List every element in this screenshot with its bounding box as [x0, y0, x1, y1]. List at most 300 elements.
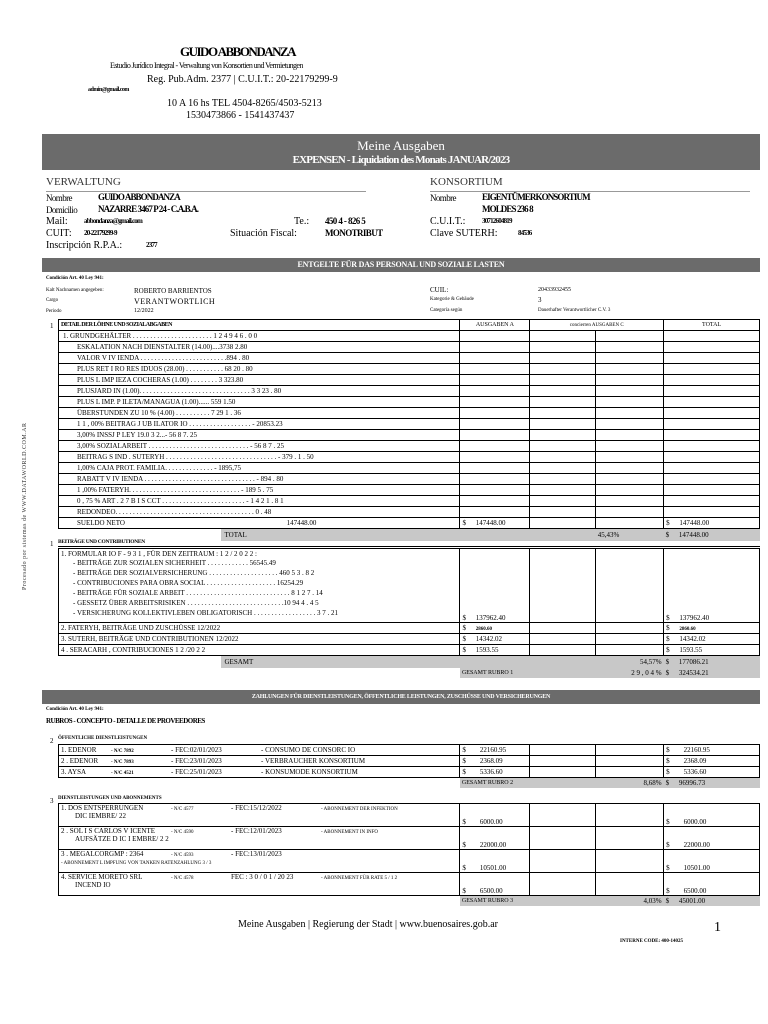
empty-cell	[59, 668, 460, 678]
salary-line: 3,00% SOZIALARBEIT . . . . . . . . . . . . . . . . . . . . . . . . . . . . . - 56 8 7 . 25	[59, 441, 460, 452]
empty-cell	[530, 353, 596, 364]
empty-cell	[664, 397, 760, 408]
salary-table	[58, 319, 760, 541]
empty-cell	[596, 623, 664, 634]
grey-cell	[530, 529, 596, 542]
s2-title: ÖFFENTLICHE DIENSTLEISTUNGEN	[58, 736, 148, 741]
salary-line-row	[59, 463, 760, 474]
employee-label: Kalt Nachnamen angegeben:	[46, 288, 104, 293]
empty-cell	[530, 873, 596, 896]
contrib-row-3	[59, 634, 760, 645]
cat-label: Kategorie & Gebäude	[430, 297, 474, 302]
empty-cell	[596, 634, 664, 645]
rubro1-val-cell	[664, 668, 760, 678]
subscription-desc-cell	[59, 873, 460, 896]
subscription-desc-cell	[59, 827, 460, 850]
empty-cell	[530, 850, 596, 873]
subscription-date: - FEC:12/01/2023	[231, 827, 282, 835]
r2-a: 2860.60	[475, 627, 492, 632]
s1b-rule	[58, 546, 760, 547]
empty-cell	[664, 463, 760, 474]
admin-sit-label: Situación Fiscal:	[230, 228, 297, 239]
admin-heading: VERWALTUNG	[46, 176, 121, 188]
empty-cell	[596, 386, 664, 397]
cargo-label: Cargo	[46, 298, 59, 303]
empty-cell	[460, 496, 530, 507]
salary-line-row	[59, 386, 760, 397]
rubro3-val-cell	[664, 896, 760, 907]
formular-items	[61, 558, 457, 618]
service-desc: - KONSUMODE KONSORTIUM	[261, 768, 358, 776]
salary-line: 1. GRUNDGEHÄLTER . . . . . . . . . . . . . . . . . . . . . . . 1 2 4 9 4 6 . 0 0	[59, 331, 460, 342]
empty-cell	[530, 634, 596, 645]
service-a-cell	[460, 756, 530, 767]
empty-cell	[596, 364, 664, 375]
empty-cell	[530, 430, 596, 441]
empty-cell	[460, 430, 530, 441]
rubro2-pct: 8,68%	[596, 778, 664, 789]
empty-cell	[664, 353, 760, 364]
salary-line-row	[59, 419, 760, 430]
contrib-row-2	[59, 623, 760, 634]
s1-title: DETAIL DER LÖHNE UND SOZIALABGABEN	[59, 320, 460, 331]
salary-line-row	[59, 408, 760, 419]
empty-cell	[664, 364, 760, 375]
empty-cell	[596, 645, 664, 656]
empty-cell	[460, 342, 530, 353]
services-table	[58, 744, 760, 788]
subscription-row	[59, 873, 760, 896]
contrib-item: - VERSICHERUNG KOLLEKTIVLEBEN OBLIGATORISCH . . . . . . . . . . . . . . . . . . 3 7 . 21	[73, 609, 338, 617]
empty-cell	[460, 463, 530, 474]
empty-cell	[460, 386, 530, 397]
subscription-total-cell	[664, 873, 760, 896]
subscription-total: 22000.00	[683, 841, 710, 849]
subscription-code: - N/C 4577	[171, 807, 194, 812]
header-line2: Reg. Pub.Adm. 2377 | C.U.I.T.: 20-22179299-9	[147, 74, 338, 85]
header-line5: 1530473866 - 1541437437	[186, 110, 295, 121]
subscriptions-table	[58, 803, 760, 906]
empty-cell	[460, 364, 530, 375]
subscription-a: 6500.00	[479, 887, 503, 895]
salary-header-row	[59, 320, 760, 331]
subscription-row	[59, 850, 760, 873]
subscription-line2: DIC IEMBRE/ 22	[75, 812, 126, 820]
empty-cell	[664, 485, 760, 496]
subscription-total-cell	[664, 827, 760, 850]
currency: $	[666, 646, 670, 654]
salary-line-row	[59, 375, 760, 386]
currency: $	[462, 768, 466, 776]
salary-line-row	[59, 496, 760, 507]
salary-line: ÜBERSTUNDEN ZU 10 % (4.00) . . . . . . . . . . 7 29 1 . 36	[59, 408, 460, 419]
col-ausgaben: AUSGABEN A	[460, 320, 530, 331]
empty-cell	[596, 342, 664, 353]
service-desc-cell	[59, 767, 460, 778]
subscription-a-cell	[460, 804, 530, 827]
empty-cell	[664, 496, 760, 507]
subscription-code: - N/C 4578	[171, 876, 194, 881]
neto-value: 147448.00	[286, 519, 317, 527]
service-total: 5336.60	[683, 768, 707, 776]
empty-cell	[664, 507, 760, 518]
formular-total-cell	[664, 549, 760, 623]
salary-line-row	[59, 474, 760, 485]
neto-total: 147448.00	[679, 519, 710, 527]
formular-total: 137962.40	[679, 614, 710, 622]
salary-line: ESKALATION NACH DIENSTALTER (14.00)....3738 2.80	[59, 342, 460, 353]
service-a: 22160.95	[479, 746, 507, 754]
subscription-desc-cell	[59, 804, 460, 827]
r3-a: 14342.02	[475, 635, 502, 643]
contrib-table	[58, 548, 760, 678]
currency: $	[666, 757, 670, 765]
s1-num: 1	[50, 322, 54, 330]
service-name: 2 . EDENOR	[61, 757, 99, 765]
personal-cond: Condición Art. 40 Ley 941:	[46, 276, 104, 281]
service-desc: - VERBRAUCHER KONSORTIUM	[261, 757, 366, 765]
currency: $	[462, 864, 466, 872]
empty-cell	[530, 804, 596, 827]
subscription-desc: - ABONNEMENT L IMPFUNG VON TANKEN RATENZAHLUNG 3 / 3	[61, 861, 212, 866]
rubro2-val: 96996.73	[678, 779, 706, 787]
grey-cell	[460, 656, 530, 669]
r3-label: 3. SUTERH, BEITRÄGE UND CONTRIBUTIONEN 12/2022	[59, 634, 460, 645]
total-val-cell	[664, 529, 760, 542]
service-name: 3. AYSA	[61, 768, 87, 776]
subscription-row	[59, 827, 760, 850]
rubro3-row	[59, 896, 760, 907]
neto-cell	[59, 518, 460, 529]
admin-tel-label: Te.:	[294, 216, 310, 227]
r2-total-cell	[664, 623, 760, 634]
empty-cell	[530, 441, 596, 452]
subscription-a: 10501.00	[479, 864, 507, 872]
internal-code: INTERNE CODE: 400-14025	[620, 939, 684, 944]
empty-cell	[460, 353, 530, 364]
empty-cell	[596, 518, 664, 529]
service-row	[59, 756, 760, 767]
payments-title: RUBROS - CONCEPTO - DETALLE DE PROVEEDORES	[46, 717, 205, 725]
service-code: - N/C 7893	[111, 760, 134, 765]
empty-cell	[530, 645, 596, 656]
admin-name-header: GUIDO ABBONDANZA	[180, 44, 296, 59]
subscription-a-cell	[460, 827, 530, 850]
consortium-suterh: 84536	[518, 229, 532, 237]
empty-cell	[596, 430, 664, 441]
grey-cell	[460, 529, 530, 542]
header-line1: Estudio Jurídico Integral - Verwaltung von Konsortien und Vermietungen	[110, 61, 303, 70]
empty-cell	[596, 850, 664, 873]
employee-name: ROBERTO BARRIENTOS	[134, 287, 212, 295]
s2-num: 2	[50, 737, 54, 745]
currency: $	[666, 519, 670, 527]
admin-mail: abbondanza@gmail.com	[84, 217, 142, 225]
empty-cell	[460, 331, 530, 342]
subscription-total-cell	[664, 804, 760, 827]
currency: $	[666, 768, 670, 776]
empty-cell	[530, 549, 596, 623]
empty-cell	[59, 896, 460, 907]
col-ausgaben-c: concierren AUSGABEN C	[530, 320, 664, 331]
empty-cell	[596, 419, 664, 430]
gesamt-row	[59, 656, 760, 669]
subscription-line1	[61, 804, 457, 812]
payments-section-bar: ZAHLUNGEN FÜR DIENSTLEISTUNGEN, ÖFFENTLICHE LEISTUNGEN, ZUSCHÜSSE UND VERSICHERUNGEN	[42, 690, 760, 704]
empty-cell	[460, 419, 530, 430]
r4-a-cell	[460, 645, 530, 656]
currency: $	[462, 519, 466, 527]
salary-line: 0 , 75 % ART . 2 7 B I S CCT . . . . . . . . . . . . . . . . . . . . . . . . - 1 4 2 1 . 8 1	[59, 496, 460, 507]
salary-line: 1,00% CAJA PROT. FAMILIA. . . . . . . . . . . . . . - 1895,75	[59, 463, 460, 474]
empty-cell	[664, 375, 760, 386]
periodo-label: Periodo	[46, 309, 62, 314]
admin-cuit-label: CUIT:	[46, 228, 72, 239]
admin-rpa-label: Inscripción R.P.A.:	[46, 240, 123, 251]
subscription-date: - FEC:15/12/2022	[231, 804, 282, 812]
neto-total-cell	[664, 518, 760, 529]
empty-cell	[664, 441, 760, 452]
currency: $	[462, 635, 466, 643]
gesamt-val: 177086.21	[678, 658, 709, 666]
subscription-desc: - ABONNEMENT IN INFO	[321, 830, 378, 835]
subscription-row	[59, 804, 760, 827]
empty-cell	[664, 342, 760, 353]
empty-cell	[664, 408, 760, 419]
empty-cell	[530, 364, 596, 375]
subscription-line2: INCEND IO	[75, 881, 111, 889]
consortium-cuit: 30712604819	[482, 217, 512, 225]
currency: $	[666, 864, 670, 872]
admin-sit: MONOTRIBUT	[325, 228, 383, 238]
empty-cell	[596, 549, 664, 623]
cargo: VERANTWORTLICH	[134, 297, 216, 306]
currency: $	[665, 669, 670, 677]
header-line3: admin@gmail.com	[88, 87, 129, 93]
admin-rpa: 2377	[146, 241, 157, 249]
service-a: 5336.60	[479, 768, 503, 776]
empty-cell	[460, 452, 530, 463]
empty-cell	[596, 474, 664, 485]
gesamt-label: GESAMT	[221, 656, 460, 668]
currency: $	[462, 757, 466, 765]
subscription-desc: - ABONNEMENT FÜR RATE 5 / 1 2	[321, 876, 398, 881]
gesamt-pct: 54,57%	[596, 656, 664, 669]
subscription-total: 10501.00	[683, 864, 710, 872]
title-banner	[42, 134, 760, 170]
admin-mail-label: Mail:	[46, 216, 68, 227]
empty-cell	[530, 331, 596, 342]
service-date: - FEC:23/01/2023	[171, 757, 222, 765]
empty-cell	[530, 397, 596, 408]
consortium-cuit-label: C.U.I.T.:	[430, 216, 466, 227]
banner-subtitle: EXPENSEN - Liquidation des Monats JANUAR/2023	[292, 154, 510, 166]
r3-total: 14342.02	[679, 635, 706, 643]
neto-label: SUELDO NETO	[77, 519, 125, 527]
service-total-cell	[664, 756, 760, 767]
salary-line-row	[59, 364, 760, 375]
empty-cell	[596, 496, 664, 507]
subscription-line1	[61, 850, 457, 866]
salary-line-row	[59, 397, 760, 408]
salary-line-row	[59, 430, 760, 441]
empty-cell	[664, 452, 760, 463]
empty-cell	[460, 507, 530, 518]
currency: $	[665, 531, 670, 539]
subscription-l1: 1. DOS ENTSPERRUNGEN	[61, 804, 144, 812]
service-code: - N/C 4521	[111, 771, 134, 776]
empty-cell	[530, 485, 596, 496]
contrib-item: - CONTRIBUCIONES PARA OBRA SOCIAL . . . . . . . . . . . . . . . . . . . . 16254.29	[73, 579, 304, 587]
side-processed-text: Procesado por sistemas de WWW.DATAWORLD.COM.AR	[22, 422, 28, 590]
empty-cell	[596, 745, 664, 756]
empty-cell	[596, 827, 664, 850]
service-desc: - CONSUMO DE CONSORC IO	[261, 746, 356, 754]
empty-cell	[530, 745, 596, 756]
subscription-date: FEC : 3 0 / 0 1 / 20 23	[231, 873, 294, 881]
subscription-total: 6500.00	[683, 887, 707, 895]
currency: $	[462, 746, 466, 754]
subscription-line2: AUFSÄTZE D IC I EMBRE/ 2 2	[75, 835, 169, 843]
service-desc-cell	[59, 745, 460, 756]
empty-cell	[596, 507, 664, 518]
empty-cell	[596, 767, 664, 778]
salary-line: 1 ,00% FATERYH. . . . . . . . . . . . . . . . . . . . . . . . . . . . . . . . - 189 5 . 75	[59, 485, 460, 496]
empty-cell	[59, 778, 460, 789]
currency: $	[666, 841, 670, 849]
empty-cell	[530, 507, 596, 518]
service-a: 2368.09	[479, 757, 503, 765]
r3-total-cell	[664, 634, 760, 645]
salary-line-row	[59, 507, 760, 518]
payments-cond: Condición Art. 40 Ley 941:	[46, 707, 104, 712]
empty-cell	[664, 430, 760, 441]
subscription-total: 6000.00	[683, 818, 707, 826]
rubro3-label: GESAMT RUBRO 3	[460, 896, 596, 907]
total-label: TOTAL	[221, 529, 460, 541]
empty-cell	[460, 485, 530, 496]
rubro1-val: 324534.21	[678, 669, 709, 677]
subscription-date: - FEC:13/01/2023	[231, 850, 282, 858]
service-total-cell	[664, 745, 760, 756]
rubro2-val-cell	[664, 778, 760, 789]
admin-divider	[46, 191, 366, 192]
currency: $	[462, 646, 466, 654]
salary-line: BEITRAG S IND . SUTERYH . . . . . . . . . . . . . . . . . . . . . . . . . . . . . . . . - 379 . 1 . 50	[59, 452, 460, 463]
empty-cell	[596, 353, 664, 364]
total-pct: 45,43%	[596, 529, 664, 542]
subscription-l1: 4. SERVICE MORETO SRL	[61, 873, 143, 881]
subscription-a-cell	[460, 873, 530, 896]
empty-cell	[596, 331, 664, 342]
rubro2-label: GESAMT RUBRO 2	[460, 778, 596, 789]
subscription-desc-cell	[59, 850, 460, 873]
currency: $	[666, 624, 670, 632]
s3-num: 3	[50, 797, 54, 805]
r2-label: 2. FATERYH, BEITRÄGE UND ZUSCHÜSSE 12/2022	[59, 623, 460, 634]
currency: $	[462, 614, 466, 622]
rubro3-val: 45001.00	[678, 897, 706, 905]
empty-cell	[530, 827, 596, 850]
empty-cell	[664, 419, 760, 430]
s1b-title: BEITRÄGE UND CONTRIBUTIONEN	[58, 539, 145, 545]
salary-line: 3,00% INSSJ P LEY 19.0 3 2...- 56 8 7. 25	[59, 430, 460, 441]
header-line4: 10 A 16 hs TEL 4504-8265/4503-5213	[167, 98, 322, 109]
neto-a: 147448.00	[475, 519, 506, 527]
empty-cell	[530, 474, 596, 485]
currency: $	[666, 614, 670, 622]
rubro1-label: GESAMT RUBRO 1	[460, 668, 596, 678]
service-a-cell	[460, 767, 530, 778]
r4-total-cell	[664, 645, 760, 656]
empty-cell	[530, 623, 596, 634]
empty-cell	[596, 452, 664, 463]
empty-cell	[460, 408, 530, 419]
empty-cell	[530, 756, 596, 767]
empty-cell	[460, 375, 530, 386]
currency: $	[665, 779, 670, 787]
currency: $	[665, 658, 670, 666]
r4-label: 4 . SERACARH , CONTRIBUCIONES 1 2 /20 2 2	[59, 645, 460, 656]
salary-line-row	[59, 342, 760, 353]
formular-row	[59, 549, 760, 623]
gesamt-val-cell	[664, 656, 760, 669]
r3-a-cell	[460, 634, 530, 645]
empty-cell	[530, 408, 596, 419]
service-total-cell	[664, 767, 760, 778]
empty-cell	[596, 463, 664, 474]
neto-a-cell	[460, 518, 530, 529]
personal-section-bar: ENTGELTE FÜR DAS PERSONAL UND SOZIALE LASTEN	[42, 258, 760, 272]
salary-line: VALOR V IV IENDA . . . . . . . . . . . . . . . . . . . . . . . . .894 . 80	[59, 353, 460, 364]
currency: $	[462, 624, 466, 632]
empty-cell	[664, 474, 760, 485]
empty-cell	[530, 496, 596, 507]
footer-text: Meine Ausgaben | Regierung der Stadt | www.buenosaires.gob.ar	[238, 919, 498, 930]
contrib-row-4	[59, 645, 760, 656]
subscription-desc: - ABONNEMENT DER INFEKTION	[321, 807, 398, 812]
formular-cell	[59, 549, 460, 623]
conv: Dauerhafter Verantwortlicher C.V. 3	[538, 308, 611, 313]
empty-cell	[596, 485, 664, 496]
cuil-label: CUIL:	[430, 286, 449, 294]
contrib-item: - BEITRÄGE ZUR SOZIALEN SICHERHEIT . . . . . . . . . . . . 56545.49	[73, 559, 276, 567]
rubro3-pct: 4,03%	[596, 896, 664, 907]
empty-cell	[596, 441, 664, 452]
subscription-total-cell	[664, 850, 760, 873]
salary-line: PLUS RET I RO RES IDUOS (28.00) . . . . . . . . . . . 68 20 . 80	[59, 364, 460, 375]
cat: 3	[538, 296, 542, 304]
empty-cell	[530, 419, 596, 430]
salary-line: PLUS L IMP IEZA COCHERAS (1.00) . . . . . . . . 3 323.80	[59, 375, 460, 386]
subscription-a: 22000.00	[479, 841, 507, 849]
rubro1-row	[59, 668, 760, 678]
contrib-item: - BEITRÄGE DER SOZIALVERSICHERUNG . . . . . . . . . . . . . . . . . . . . 460 5 3 . 8 2	[73, 569, 315, 577]
admin-tel: 450 4 - 826 5	[325, 216, 366, 226]
salary-line: RABATT V IV IENDA . . . . . . . . . . . . . . . . . . . . . . . . . . . . . . . . - 894 . 80	[59, 474, 460, 485]
service-name: 1. EDENOR	[61, 746, 97, 754]
empty-cell	[530, 767, 596, 778]
service-desc-cell	[59, 756, 460, 767]
subscription-l1: 2 . SOL I S CARLOS V ICENTE	[61, 827, 155, 835]
formular-label: 1. FORMULAR IO F - 9 3 1 , FÜR DEN ZEITRAUM : 1 2 / 2 0 2 2 :	[61, 550, 258, 558]
empty-cell	[596, 408, 664, 419]
empty-cell	[460, 397, 530, 408]
empty-cell	[530, 375, 596, 386]
salary-line-row	[59, 353, 760, 364]
rubro2-row	[59, 778, 760, 789]
empty-cell	[530, 342, 596, 353]
